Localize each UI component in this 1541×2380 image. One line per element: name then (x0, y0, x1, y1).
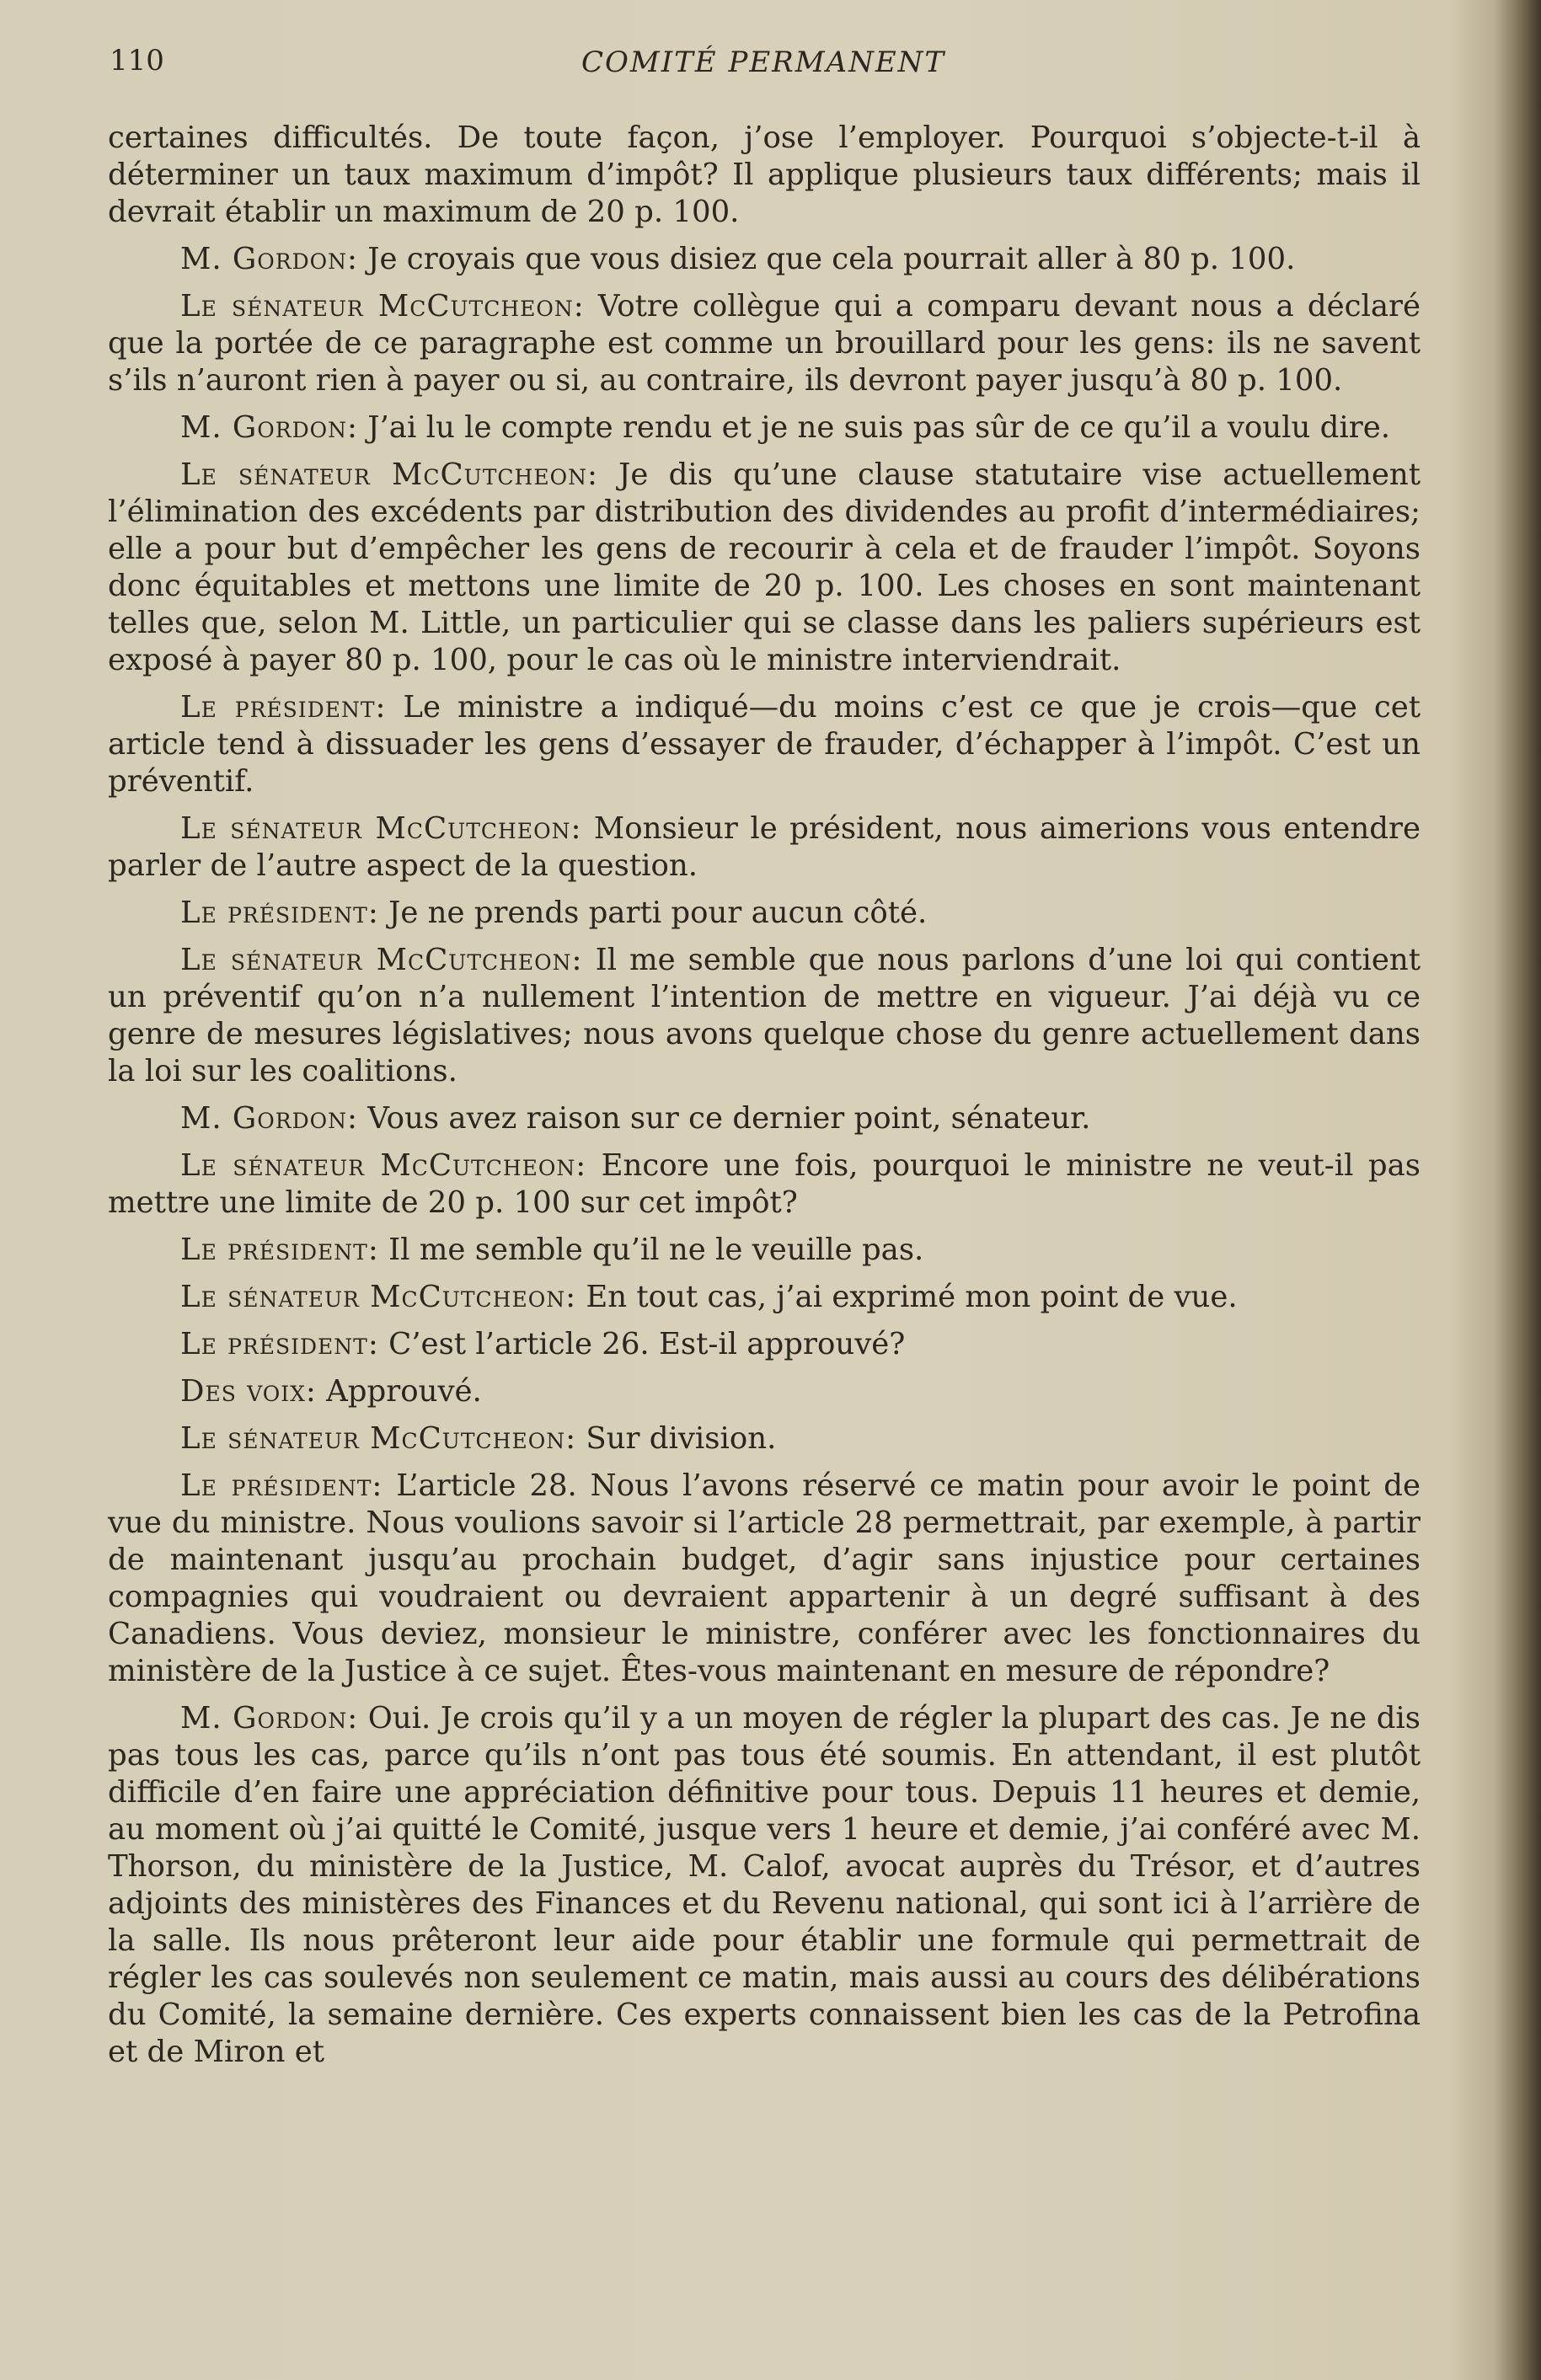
paragraph (108, 1147, 1421, 1222)
paragraph-text: Approuvé. (326, 1374, 482, 1409)
paragraph (108, 288, 1421, 399)
paragraph (108, 1279, 1421, 1316)
speaker: Le président: (180, 690, 387, 725)
page-header (110, 44, 1431, 86)
paragraph-text: Monsieur le président, nous aimerions vous entendre parler de l’autre aspect de la question. (108, 811, 1421, 883)
paragraph-text: Je croyais que vous disiez que cela pourrait aller à 80 p. 100. (367, 242, 1296, 276)
paragraph (108, 457, 1421, 679)
paragraph-text: Le ministre a indiqué—du moins c’est ce que je crois—que cet article tend à dissuader les gens d’essayer de frauder, d’échapper à l’impôt. C’est un préventif. (108, 690, 1421, 799)
paragraph-text: L’article 28. Nous l’avons réservé ce matin pour avoir le point de vue du ministre. Nous voulions savoir si l’article 28 permettrait, par exemple, à partir de maintenant jusqu’au prochain budget, d’agir sans injustice pour certaines compagnies qui voudraient ou devraient appartenir à un degré suffisant à des Canadiens. Vous deviez, monsieur le ministre, conférer avec les fonctionnaires du ministère de la Justice à ce sujet. Êtes-vous maintenant en mesure de répondre? (108, 1468, 1421, 1688)
paragraph-text: Encore une fois, pourquoi le ministre ne veut-il pas mettre une limite de 20 p. 100 sur cet impôt? (108, 1148, 1421, 1220)
speaker: Le sénateur McCutcheon: (180, 1421, 577, 1456)
paragraph (108, 1468, 1421, 1690)
paragraph (108, 942, 1421, 1090)
speaker: Le sénateur McCutcheon: (180, 943, 583, 977)
paragraph-text: Il me semble que nous parlons d’une loi qui contient un préventif qu’on n’a nullement l’intention de mettre en vigueur. J’ai déjà vu ce genre de mesures législatives; nous avons quelque chose du genre actuellement dans la loi sur les coalitions. (108, 943, 1421, 1088)
paragraph (108, 810, 1421, 885)
paragraph-text: Vous avez raison sur ce dernier point, sénateur. (367, 1101, 1091, 1136)
paragraph (108, 241, 1421, 278)
paragraph (108, 895, 1421, 932)
paragraph (108, 409, 1421, 447)
speaker: Le sénateur McCutcheon: (180, 1148, 587, 1183)
paragraph-text: En tout cas, j’ai exprimé mon point de vue. (586, 1280, 1238, 1314)
paragraph (108, 1700, 1421, 2071)
paragraph-text: Oui. Je crois qu’il y a un moyen de régler la plupart des cas. Je ne dis pas tous les cas, parce qu’ils n’ont pas tous été soumis. En attendant, il est plutôt difficile d’en faire une appréciation définitive pour tous. Depuis 11 heures et demie, au moment où j’ai quitté le Comité, jusque vers 1 heure et demie, j’ai conféré avec M. Thorson, du ministère de la Justice, M. Calof, avocat auprès du Trésor, et d’autres adjoints des ministères des Finances et du Revenu national, qui sont ici à l’arrière de la salle. Ils nous prêteront leur aide pour établir une formule qui permettrait de régler les cas soulevés non seulement ce matin, mais aussi au cours des délibérations du Comité, la semaine dernière. Ces experts connaissent bien les cas de la Petrofina et de Miron et (108, 1701, 1421, 2069)
paragraph-text: Votre collègue qui a comparu devant nous a déclaré que la portée de ce paragraphe est comme un brouillard pour les gens: ils ne savent s’ils n’auront rien à payer ou si, au contraire, ils devront payer jusqu’à 80 p. 100. (108, 289, 1421, 398)
speaker: M. Gordon: (180, 1701, 359, 1736)
paragraph-text: J’ai lu le compte rendu et je ne suis pas sûr de ce qu’il a voulu dire. (367, 410, 1390, 445)
speaker: Des voix: (180, 1374, 317, 1409)
speaker: Le président: (180, 896, 379, 930)
speaker: M. Gordon: (180, 1101, 358, 1136)
speaker: Le sénateur McCutcheon: (180, 289, 585, 324)
speaker: M. Gordon: (180, 242, 358, 276)
page-body (108, 120, 1421, 2081)
paragraph (108, 120, 1421, 231)
page-number: 110 (110, 44, 164, 78)
paragraph-text: Je ne prends parti pour aucun côté. (388, 896, 928, 930)
speaker: M. Gordon: (180, 410, 358, 445)
speaker: Le président: (180, 1233, 379, 1267)
paragraph (108, 1100, 1421, 1137)
speaker: Le sénateur McCutcheon: (180, 457, 598, 492)
paragraph (108, 1373, 1421, 1410)
paragraph-text: certaines difficultés. De toute façon, j’ose l’employer. Pourquoi s’objecte-t-il à déterminer un taux maximum d’impôt? Il applique plusieurs taux différents; mais il devrait établir un maximum de 20 p. 100. (108, 120, 1421, 229)
speaker: Le président: (180, 1468, 383, 1503)
speaker: Le président: (180, 1327, 379, 1361)
paragraph-text: Sur division. (586, 1421, 777, 1456)
speaker: Le sénateur McCutcheon: (180, 811, 582, 846)
paragraph-text: Je dis qu’une clause statutaire vise actuellement l’élimination des excédents par distribution des dividendes au profit d’intermédiaires; elle a pour but d’empêcher les gens de recourir à cela et de frauder l’impôt. Soyons donc équitables et mettons une limite de 20 p. 100. Les choses en sont maintenant telles que, selon M. Little, un particulier qui se classe dans les paliers supérieurs est exposé à payer 80 p. 100, pour le cas où le ministre interviendrait. (108, 457, 1421, 677)
paragraph (108, 1232, 1421, 1269)
paragraph-text: Il me semble qu’il ne le veuille pas. (388, 1233, 924, 1267)
paragraph (108, 1326, 1421, 1363)
paragraph-text: C’est l’article 26. Est-il approuvé? (388, 1327, 906, 1361)
speaker: Le sénateur McCutcheon: (180, 1280, 577, 1314)
running-head: COMITÉ PERMANENT (581, 45, 946, 79)
paragraph (108, 1420, 1421, 1457)
paragraph (108, 689, 1421, 800)
